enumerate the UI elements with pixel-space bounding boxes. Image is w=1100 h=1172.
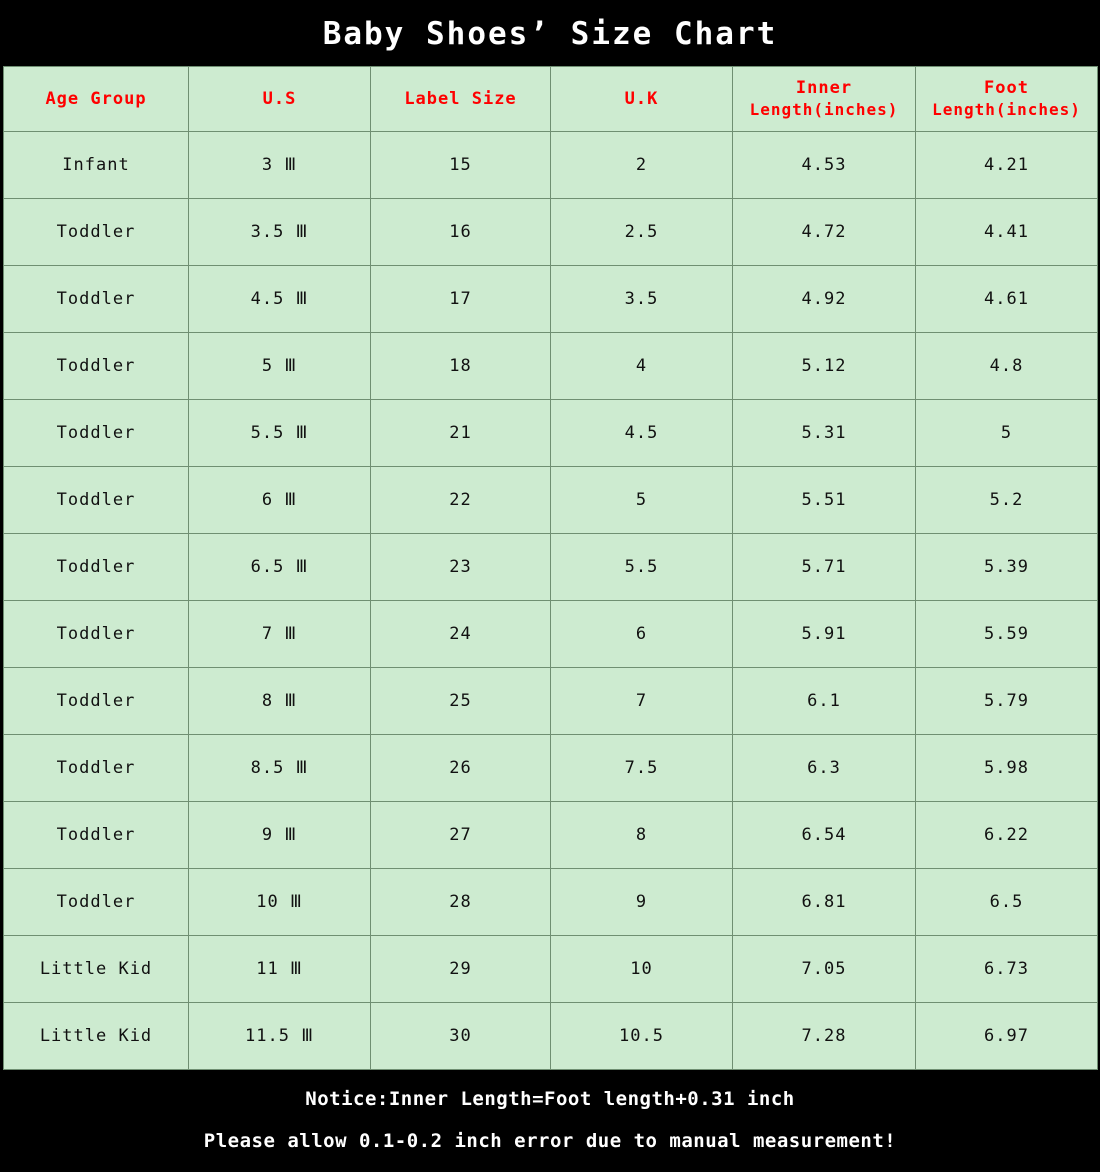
cell-foot-length: 4.8 <box>916 333 1098 400</box>
cell-label-size: 24 <box>371 601 551 668</box>
cell-age-group: Toddler <box>4 400 189 467</box>
table-row <box>4 333 1098 400</box>
cell-inner-length: 7.05 <box>733 936 916 1003</box>
cell-foot-length: 6.97 <box>916 1003 1098 1070</box>
cell-us: 8.5 Ⅲ <box>189 735 371 802</box>
table-row <box>4 735 1098 802</box>
table-row <box>4 1003 1098 1070</box>
cell-us: 3.5 Ⅲ <box>189 199 371 266</box>
table-row <box>4 467 1098 534</box>
column-header-label-size <box>371 67 551 132</box>
cell-inner-length: 4.72 <box>733 199 916 266</box>
cell-us: 5.5 Ⅲ <box>189 400 371 467</box>
cell-foot-length: 5.2 <box>916 467 1098 534</box>
cell-inner-length: 7.28 <box>733 1003 916 1070</box>
notice-line-1: Notice:Inner Length=Foot length+0.31 inch <box>305 1088 795 1110</box>
cell-us: 7 Ⅲ <box>189 601 371 668</box>
cell-inner-length: 6.1 <box>733 668 916 735</box>
cell-label-size: 18 <box>371 333 551 400</box>
table-row <box>4 802 1098 869</box>
cell-uk: 6 <box>551 601 733 668</box>
cell-foot-length: 6.5 <box>916 869 1098 936</box>
cell-label-size: 23 <box>371 534 551 601</box>
cell-label-size: 28 <box>371 869 551 936</box>
cell-label-size: 17 <box>371 266 551 333</box>
cell-uk: 8 <box>551 802 733 869</box>
cell-us: 6 Ⅲ <box>189 467 371 534</box>
cell-uk: 10 <box>551 936 733 1003</box>
column-header-foot-length-label: Foot <box>984 77 1029 98</box>
cell-inner-length: 6.81 <box>733 869 916 936</box>
column-header-age-group <box>4 67 189 132</box>
cell-us: 11 Ⅲ <box>189 936 371 1003</box>
column-header-us <box>189 67 371 132</box>
cell-label-size: 26 <box>371 735 551 802</box>
notice-line-2: Please allow 0.1-0.2 inch error due to manual measurement! <box>203 1130 897 1152</box>
cell-foot-length: 4.61 <box>916 266 1098 333</box>
cell-age-group: Toddler <box>4 266 189 333</box>
cell-foot-length: 6.22 <box>916 802 1098 869</box>
cell-label-size: 30 <box>371 1003 551 1070</box>
column-header-uk <box>551 67 733 132</box>
table-row <box>4 266 1098 333</box>
cell-label-size: 21 <box>371 400 551 467</box>
table-row <box>4 199 1098 266</box>
cell-age-group: Little Kid <box>4 936 189 1003</box>
cell-foot-length: 5 <box>916 400 1098 467</box>
cell-inner-length: 5.91 <box>733 601 916 668</box>
cell-age-group: Toddler <box>4 668 189 735</box>
cell-age-group: Toddler <box>4 199 189 266</box>
cell-us: 10 Ⅲ <box>189 869 371 936</box>
table-body <box>4 132 1098 1070</box>
cell-age-group: Little Kid <box>4 1003 189 1070</box>
cell-uk: 3.5 <box>551 266 733 333</box>
size-chart-table <box>3 66 1098 1070</box>
cell-us: 4.5 Ⅲ <box>189 266 371 333</box>
cell-age-group: Toddler <box>4 735 189 802</box>
cell-us: 9 Ⅲ <box>189 802 371 869</box>
cell-foot-length: 6.73 <box>916 936 1098 1003</box>
table-row <box>4 668 1098 735</box>
cell-age-group: Toddler <box>4 802 189 869</box>
table-row <box>4 400 1098 467</box>
cell-uk: 7.5 <box>551 735 733 802</box>
cell-uk: 5 <box>551 467 733 534</box>
table-row <box>4 869 1098 936</box>
cell-uk: 9 <box>551 869 733 936</box>
table-row <box>4 936 1098 1003</box>
column-header-inner-length-sub: Length(inches) <box>749 99 899 119</box>
table-header-row <box>4 67 1098 132</box>
cell-inner-length: 5.71 <box>733 534 916 601</box>
column-header-foot-length-sub: Length(inches) <box>932 99 1081 119</box>
table-row <box>4 534 1098 601</box>
cell-label-size: 22 <box>371 467 551 534</box>
cell-uk: 7 <box>551 668 733 735</box>
cell-label-size: 25 <box>371 668 551 735</box>
cell-us: 8 Ⅲ <box>189 668 371 735</box>
cell-age-group: Toddler <box>4 601 189 668</box>
cell-foot-length: 5.79 <box>916 668 1098 735</box>
cell-age-group: Toddler <box>4 467 189 534</box>
column-header-us-label: U.S <box>262 88 297 109</box>
cell-foot-length: 5.59 <box>916 601 1098 668</box>
cell-inner-length: 6.3 <box>733 735 916 802</box>
notice-section <box>0 1070 1100 1172</box>
cell-inner-length: 4.92 <box>733 266 916 333</box>
cell-uk: 2 <box>551 132 733 199</box>
cell-us: 3 Ⅲ <box>189 132 371 199</box>
cell-age-group: Toddler <box>4 869 189 936</box>
cell-age-group: Infant <box>4 132 189 199</box>
cell-uk: 2.5 <box>551 199 733 266</box>
cell-foot-length: 5.98 <box>916 735 1098 802</box>
column-header-foot-length <box>916 67 1098 132</box>
cell-uk: 4.5 <box>551 400 733 467</box>
page-title: Baby Shoes’ Size Chart <box>322 16 778 52</box>
cell-label-size: 29 <box>371 936 551 1003</box>
column-header-inner-length-label: Inner <box>795 77 853 98</box>
cell-label-size: 27 <box>371 802 551 869</box>
cell-uk: 5.5 <box>551 534 733 601</box>
cell-foot-length: 4.21 <box>916 132 1098 199</box>
column-header-inner-length <box>733 67 916 132</box>
table-row <box>4 601 1098 668</box>
cell-inner-length: 4.53 <box>733 132 916 199</box>
cell-inner-length: 5.31 <box>733 400 916 467</box>
cell-foot-length: 5.39 <box>916 534 1098 601</box>
column-header-uk-label: U.K <box>624 88 659 109</box>
cell-uk: 4 <box>551 333 733 400</box>
table-row <box>4 132 1098 199</box>
cell-inner-length: 5.51 <box>733 467 916 534</box>
cell-age-group: Toddler <box>4 333 189 400</box>
cell-label-size: 15 <box>371 132 551 199</box>
cell-us: 6.5 Ⅲ <box>189 534 371 601</box>
column-header-age-group-label: Age Group <box>45 88 147 109</box>
cell-foot-length: 4.41 <box>916 199 1098 266</box>
cell-label-size: 16 <box>371 199 551 266</box>
cell-us: 5 Ⅲ <box>189 333 371 400</box>
cell-uk: 10.5 <box>551 1003 733 1070</box>
cell-age-group: Toddler <box>4 534 189 601</box>
column-header-label-size-label: Label Size <box>404 88 517 109</box>
cell-inner-length: 5.12 <box>733 333 916 400</box>
cell-us: 11.5 Ⅲ <box>189 1003 371 1070</box>
cell-inner-length: 6.54 <box>733 802 916 869</box>
